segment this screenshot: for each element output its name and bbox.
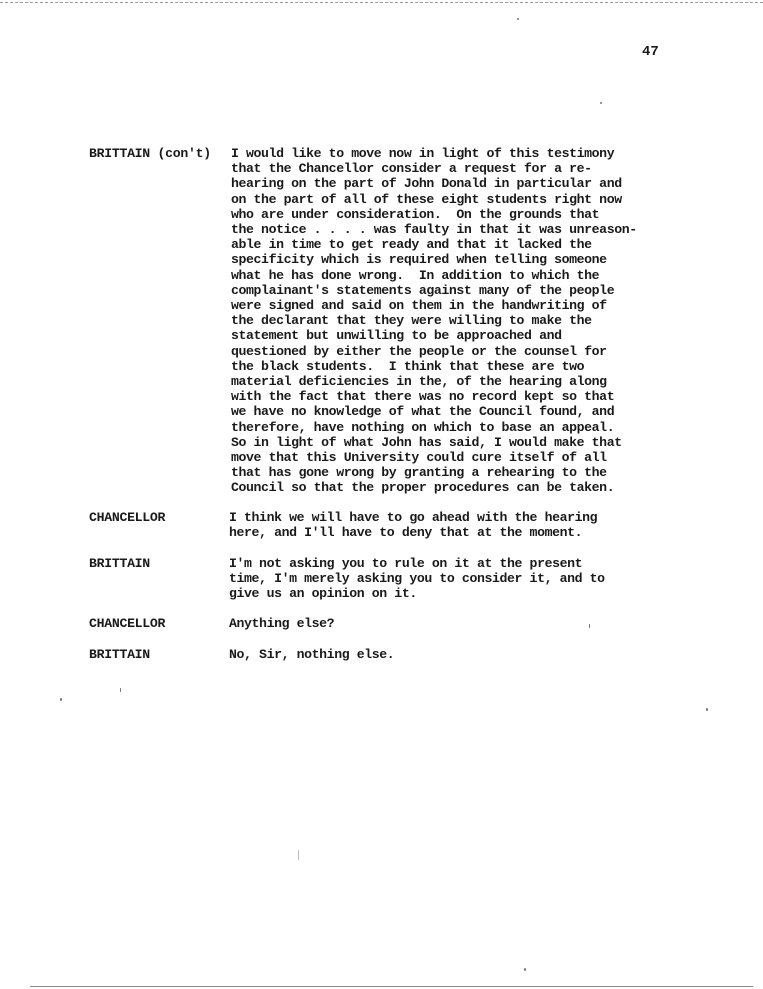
scan-speck [589,624,590,628]
speech-line: on the part of all of these eight students right now [231,191,622,207]
speech-line: were signed and said on them in the handwriting of [231,298,607,314]
speech-line: the notice . . . . was faulty in that it was unreason- [231,222,637,238]
speech-text [229,556,605,602]
speech-line: the declarant that they were willing to make the [231,313,592,329]
speech-line: who are under consideration. On the grounds that [231,206,600,222]
speech-line: I would like to move now in light of this testimony [231,146,615,161]
speech-line: complainant's statements against many of the people [231,282,615,298]
speech-line: So in light of what John has said, I would make that [231,434,622,450]
speech-line: Council so that the proper procedures can be taken. [231,480,615,496]
speech-line: time, I'm merely asking you to consider it, and to [229,571,605,587]
scan-speck [524,968,526,971]
scan-speck [517,18,519,20]
speech-line: Anything else? [229,616,335,631]
scan-speck [60,698,62,701]
speech-line: what he has done wrong. In addition to which the [231,267,600,283]
speech-line: No, Sir, nothing else. [229,647,395,662]
speech-line: we have no knowledge of what the Council found, and [231,404,615,420]
speech-line: give us an opinion on it. [229,586,417,602]
speech-text [231,146,637,496]
scan-speck [600,102,602,104]
speech-line: I'm not asking you to rule on it at the present [229,556,583,571]
speech-line: I think we will have to go ahead with the hearing [229,510,598,525]
speech-text [229,616,334,631]
speech-text [229,647,394,662]
top-page-edge [0,2,763,3]
speaker-label: BRITTAIN (con't) [89,146,211,161]
bottom-page-edge [30,986,753,987]
speech-line: questioned by either the people or the counsel for [231,343,607,359]
speech-line: hearing on the part of John Donald in particular and [231,176,622,192]
speech-line: able in time to get ready and that it lacked the [231,237,592,253]
speech-line: that has gone wrong by granting a rehearing to the [231,465,607,481]
speech-line: statement but unwilling to be approached and [231,328,562,344]
speech-line: that the Chancellor consider a request for a re- [231,161,592,177]
speech-line: specificity which is required when telling someone [231,252,607,268]
speaker-label: BRITTAIN [89,556,150,571]
speaker-label: CHANCELLOR [89,510,166,525]
speech-line: material deficiencies in the, of the hearing along [231,374,607,390]
speaker-label: CHANCELLOR [89,616,166,631]
speech-line: here, and I'll have to deny that at the moment. [229,525,583,541]
page-number: 47 [642,44,659,60]
scan-speck [706,708,708,711]
speech-text [229,510,597,540]
speech-line: the black students. I think that these are two [231,358,585,374]
speaker-label: BRITTAIN [89,647,150,662]
scan-speck [298,850,299,860]
speech-line: move that this University could cure itself of all [231,450,607,466]
speech-line: with the fact that there was no record kept so that [231,389,615,405]
scan-speck [120,688,121,692]
speech-line: therefore, have nothing on which to base an appeal. [231,419,615,435]
